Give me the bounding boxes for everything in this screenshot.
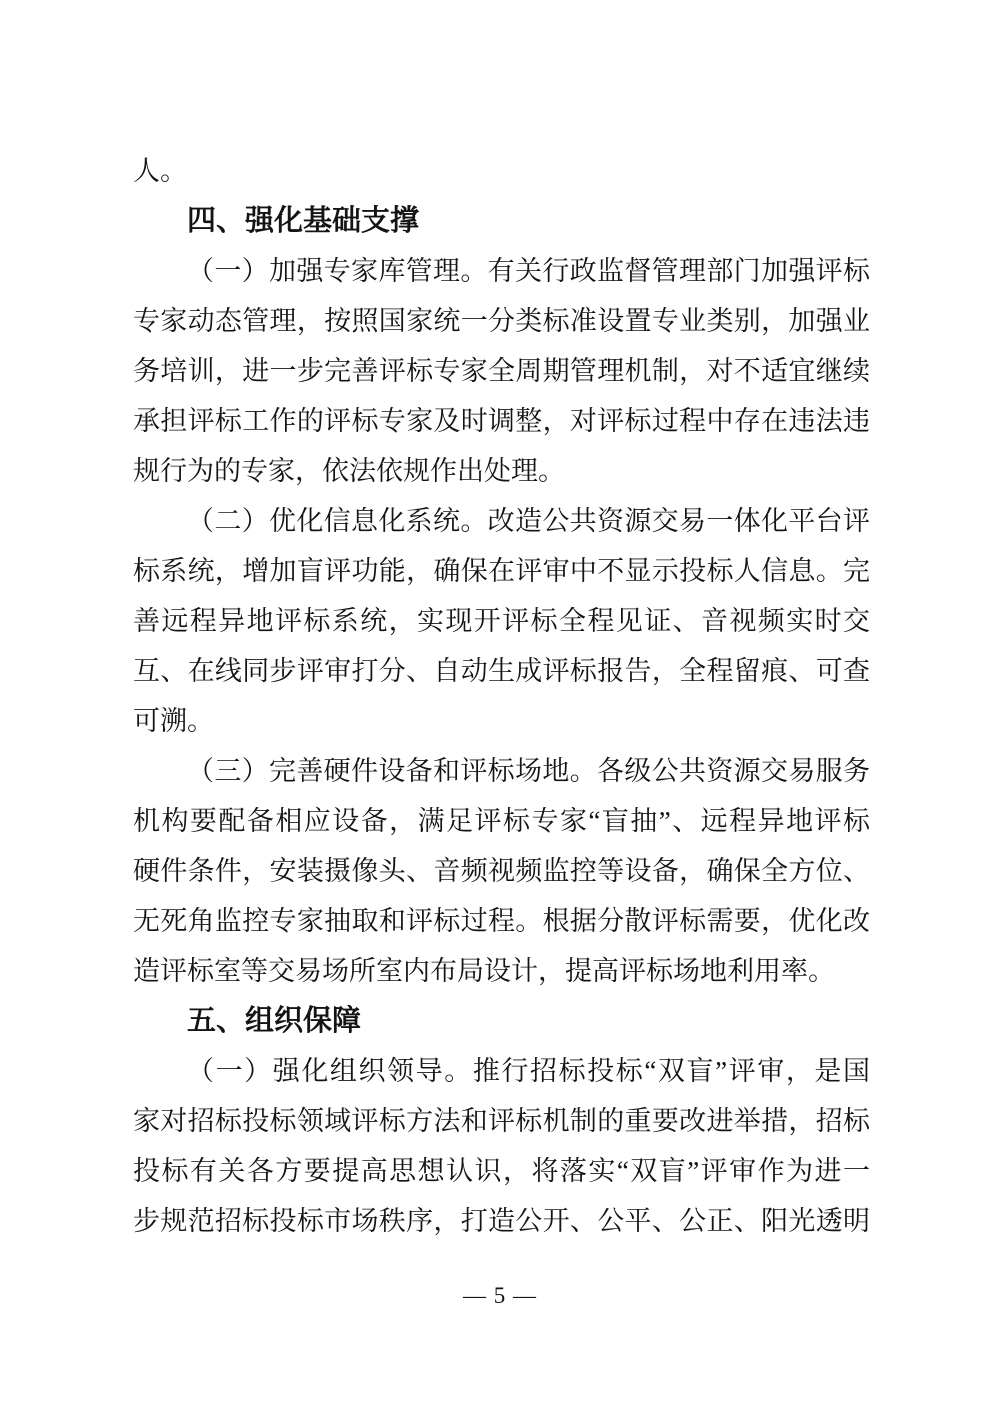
text-line: 专家动态管理，按照国家统一分类标准设置专业类别，加强业 [133,306,870,336]
text-line: 步规范招标投标市场秩序，打造公开、公平、公正、阳光透明 [133,1206,870,1236]
text-line: 互、在线同步评审打分、自动生成评标报告，全程留痕、可查 [133,656,870,686]
text-line: 规行为的专家，依法依规作出处理。 [133,456,565,486]
text-line: 造评标室等交易场所室内布局设计，提高评标场地利用率。 [133,956,835,986]
page-number: — 5 — [463,1283,537,1308]
text-line: （二）优化信息化系统。改造公共资源交易一体化平台评 [187,506,870,536]
section-heading: 五、组织保障 [187,1005,362,1037]
text-line: 标系统，增加盲评功能，确保在评审中不显示投标人信息。完 [133,556,870,586]
section-heading: 四、强化基础支撑 [187,205,420,237]
text-line: 无死角监控专家抽取和评标过程。根据分散评标需要，优化改 [133,906,870,936]
text-line: 可溯。 [133,706,214,736]
text-line: 硬件条件，安装摄像头、音频视频监控等设备，确保全方位、 [133,856,870,886]
text-line: 机构要配备相应设备，满足评标专家“盲抽”、远程异地评标 [133,806,870,836]
text-line: 投标有关各方要提高思想认识，将落实“双盲”评审作为进一 [133,1156,870,1186]
text-line: 承担评标工作的评标专家及时调整，对评标过程中存在违法违 [133,406,870,436]
text-line: （一）强化组织领导。推行招标投标“双盲”评审，是国 [187,1056,870,1086]
text-line: 务培训，进一步完善评标专家全周期管理机制，对不适宜继续 [133,356,870,386]
text-line: （一）加强专家库管理。有关行政监督管理部门加强评标 [187,256,870,286]
text-line: 善远程异地评标系统，实现开评标全程见证、音视频实时交 [133,606,870,636]
text-line: （三）完善硬件设备和评标场地。各级公共资源交易服务 [187,756,870,786]
document-body [133,146,870,1246]
text-line: 人。 [133,156,187,186]
text-line: 家对招标投标领域评标方法和评标机制的重要改进举措，招标 [133,1106,870,1136]
